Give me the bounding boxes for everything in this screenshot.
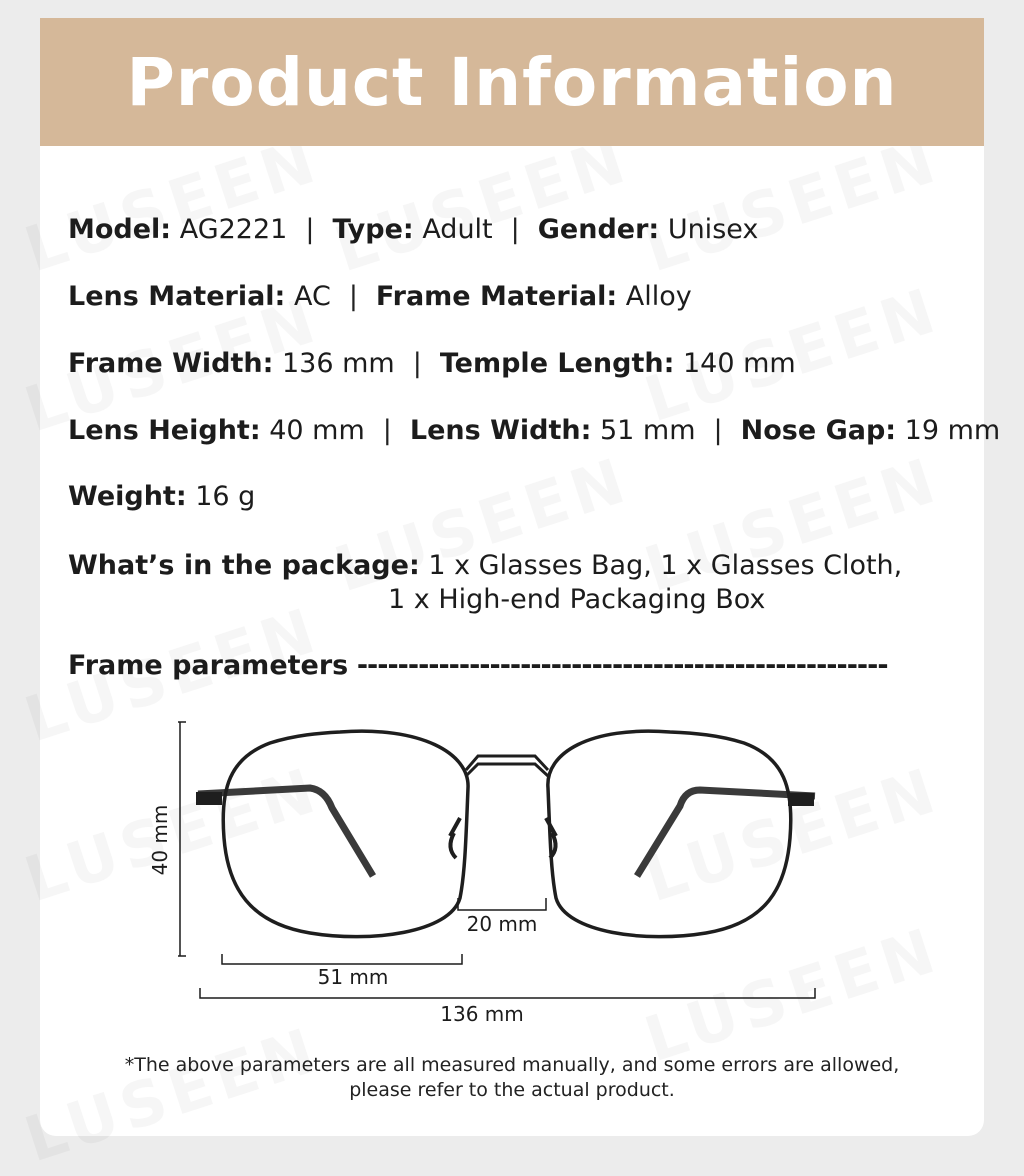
type-label: Type: [332, 214, 414, 245]
package-label: What’s in the package: [68, 550, 420, 581]
frame-width-label: Frame Width: [68, 348, 274, 379]
gender-label: Gender: [537, 214, 660, 245]
nose-gap-value: 19 mm [904, 415, 1001, 446]
nose-gap-label: Nose Gap: [740, 415, 897, 446]
lens-width-label: Lens Width: [409, 415, 592, 446]
bottom-bridge [466, 764, 548, 776]
lens-width-value: 51 mm [599, 415, 696, 446]
disclaimer-line-1: *The above parameters are all measured manually, and some errors are allowed, [124, 1054, 900, 1076]
glasses-diagram [40, 18, 984, 1136]
lens-material-label: Lens Material: [68, 281, 286, 312]
right-hinge [788, 793, 814, 806]
lens-height-value: 40 mm [269, 415, 365, 446]
package-line-1: 1 x Glasses Bag, 1 x Glasses Cloth, [428, 550, 903, 581]
disclaimer [40, 1053, 984, 1103]
frame-parameters-label: Frame parameters [68, 650, 349, 681]
frame-material-value: Alloy [625, 281, 692, 312]
lens-height-label: Lens Height: [68, 415, 261, 446]
temple-length-value: 140 mm [682, 348, 796, 379]
left-nose-pad [450, 818, 460, 858]
weight-value: 16 g [195, 481, 256, 512]
bridge-dimension-line [458, 898, 546, 910]
total-width-dimension-label: 136 mm [440, 1002, 524, 1026]
separator: | [412, 348, 422, 379]
separator: | [348, 281, 358, 312]
separator: | [510, 214, 520, 245]
type-value: Adult [422, 214, 493, 245]
height-dimension-label: 40 mm [148, 804, 172, 876]
height-dimension-line [178, 722, 186, 956]
total-width-dimension-line [200, 988, 815, 998]
frame-parameters-dashes: ---------------------------------------------------- [356, 650, 888, 681]
package-line-2: 1 x High-end Packaging Box [388, 584, 766, 615]
separator: | [305, 214, 315, 245]
page-title: Product Information [126, 43, 898, 121]
bridge-dimension-label: 20 mm [466, 912, 538, 936]
left-hinge [196, 792, 222, 805]
temple-length-label: Temple Length: [439, 348, 675, 379]
glasses-frame [196, 731, 815, 937]
lens-material-value: AC [293, 281, 331, 312]
lens-width-dimension-line [222, 954, 462, 964]
right-lens-rim [548, 731, 791, 937]
model-label: Model: [68, 214, 172, 245]
separator: | [713, 415, 723, 446]
separator: | [382, 415, 392, 446]
gender-value: Unisex [667, 214, 759, 245]
lens-width-dimension-label: 51 mm [317, 965, 389, 989]
weight-label: Weight: [68, 481, 187, 512]
disclaimer-line-2: please refer to the actual product. [349, 1079, 675, 1101]
product-info-card [40, 18, 1001, 1136]
frame-material-label: Frame Material: [375, 281, 618, 312]
frame-width-value: 136 mm [281, 348, 395, 379]
model-value: AG2221 [179, 214, 288, 245]
